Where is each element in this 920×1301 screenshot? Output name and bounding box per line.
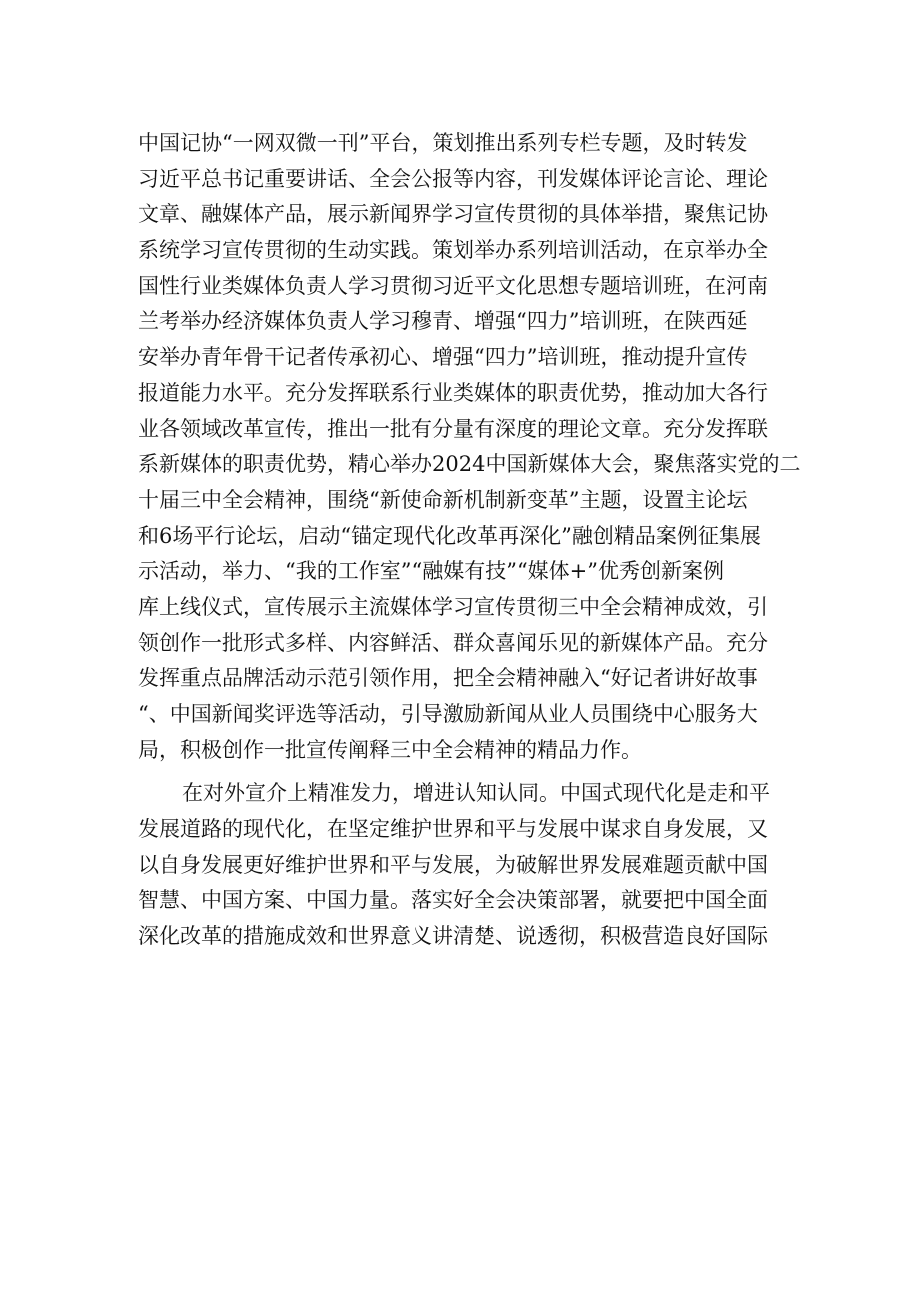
text-line: 库上线仪式，宣传展示主流媒体学习宣传贯彻三中全会精神成效，引: [138, 594, 768, 619]
text-line: 文章、融媒体产品，展示新闻界学习宣传贯彻的具体举措，聚焦记协: [138, 202, 768, 227]
text-line: 和6场平行论坛，启动“锚定现代化改革再深化”融创精品案例征集展: [138, 523, 761, 548]
text-line: 领创作一批形式多样、内容鲜活、群众喜闻乐见的新媒体产品。充分: [138, 630, 768, 655]
paragraph: [138, 126, 801, 768]
text-line: 示活动，举力、“我的工作室”“融媒有技”“媒体+”优秀创新案例: [138, 559, 725, 584]
text-line: 报道能力水平。充分发挥联系行业类媒体的职责优势，推动加大各行: [138, 380, 768, 405]
text-line: 十届三中全会精神，围绕“新使命新机制新变革”主题，设置主论坛: [138, 487, 748, 512]
text-line: 以自身发展更好维护世界和平与发展，为破解世界发展难题贡献中国: [138, 852, 768, 877]
text-line: 业各领域改革宣传，推出一批有分量有深度的理论文章。充分发挥联: [138, 416, 768, 441]
text-line: 系统学习宣传贯彻的生动实践。策划举办系列培训活动，在京举办全: [138, 238, 768, 263]
text-line: 系新媒体的职责优势，精心举办2024中国新媒体大会，聚焦落实党的二: [138, 452, 801, 477]
text-line: 在对外宣介上精准发力，增进认知认同。中国式现代化是走和平: [182, 781, 770, 806]
text-line: 智慧、中国方案、中国力量。落实好全会决策部署，就要把中国全面: [138, 888, 768, 913]
paragraph-spacer: [138, 768, 788, 776]
text-line: 国性行业类媒体负责人学习贯彻习近平文化思想专题培训班，在河南: [138, 273, 768, 298]
text-line: 深化改革的措施成效和世界意义讲清楚、说透彻，积极营造良好国际: [138, 924, 768, 949]
text-line: 局，积极创作一批宣传阐释三中全会精神的精品力作。: [138, 737, 642, 762]
paragraph: [138, 776, 788, 954]
text-line: 发挥重点品牌活动示范引领作用，把全会精神融入“好记者讲好故事: [138, 666, 758, 691]
text-line: 安举办青年骨干记者传承初心、增强“四力”培训班，推动提升宣传: [138, 345, 748, 370]
text-line: 中国记协“一网双微一刊”平台，策划推出系列专栏专题，及时转发: [138, 131, 748, 155]
text-line: 发展道路的现代化，在坚定维护世界和平与发展中谋求自身发展，又: [138, 817, 768, 842]
body-text: [138, 126, 801, 955]
text-line: “、中国新闻奖评选等活动，引导激励新闻从业人员围绕中心服务大: [138, 702, 758, 726]
text-line: 兰考举办经济媒体负责人学习穆青、增强“四力”培训班，在陕西延: [138, 309, 748, 334]
text-line: 习近平总书记重要讲话、全会公报等内容，刊发媒体评论言论、理论: [138, 166, 768, 191]
